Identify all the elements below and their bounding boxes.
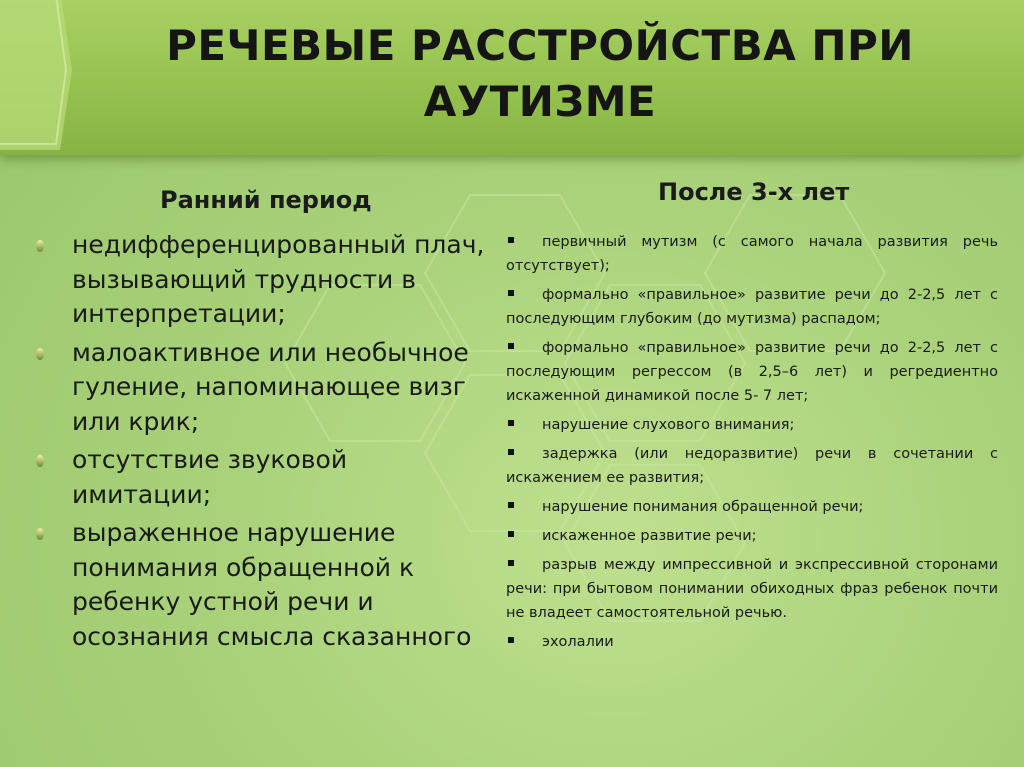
list-item-text: эхолалии bbox=[542, 634, 614, 650]
left-column-heading: Ранний период bbox=[160, 186, 372, 214]
square-bullet-icon bbox=[508, 637, 514, 643]
list-item bbox=[506, 336, 998, 408]
bullet-icon bbox=[36, 528, 44, 540]
list-item bbox=[506, 630, 998, 654]
header-band bbox=[0, 0, 1024, 155]
list-item bbox=[506, 524, 998, 548]
list-item-text: нарушение понимания обращенной речи; bbox=[542, 499, 864, 515]
square-bullet-icon bbox=[508, 531, 514, 537]
hexagon-decoration bbox=[0, 0, 72, 150]
square-bullet-icon bbox=[508, 502, 514, 508]
right-column-heading: После 3-х лет bbox=[658, 178, 850, 206]
list-item bbox=[506, 230, 998, 278]
list-item-text: искаженное развитие речи; bbox=[542, 528, 757, 544]
list-item-text: недифференцированный плач, вызывающий трудности в интерпретации; bbox=[72, 230, 485, 328]
list-item bbox=[30, 516, 490, 654]
square-bullet-icon bbox=[508, 560, 514, 566]
list-item-text: первичный мутизм (с самого начала развития речь отсутствует); bbox=[506, 234, 998, 274]
square-bullet-icon bbox=[508, 343, 514, 349]
list-item-text: формально «правильное» развитие речи до 2-2,5 лет с последующим глубоким (до мутизма) распадом; bbox=[506, 287, 998, 327]
list-item-text: малоактивное или необычное гуление, напоминающее визг или крик; bbox=[72, 337, 469, 436]
bullet-icon bbox=[36, 240, 44, 252]
bullet-icon bbox=[36, 455, 44, 467]
page-title: РЕЧЕВЫЕ РАССТРОЙСТВА ПРИ АУТИЗМЕ bbox=[166, 21, 914, 126]
list-item-text: нарушение слухового внимания; bbox=[542, 417, 795, 433]
list-item bbox=[506, 553, 998, 625]
bullet-icon bbox=[36, 348, 44, 360]
square-bullet-icon bbox=[508, 237, 514, 243]
list-item bbox=[30, 336, 490, 440]
list-item-text: разрыв между импрессивной и экспрессивной сторонами речи: при бытовом понимании обиходных фраз ребенок почти не владеет самостоятельной речью. bbox=[506, 557, 998, 621]
list-item bbox=[506, 283, 998, 331]
list-item bbox=[506, 442, 998, 490]
list-item-text: выраженное нарушение понимания обращенной к ребенку устной речи и осознания смысла сказанного bbox=[72, 518, 472, 651]
square-bullet-icon bbox=[508, 420, 514, 426]
square-bullet-icon bbox=[508, 290, 514, 296]
list-item bbox=[30, 228, 490, 332]
list-item-text: задержка (или недоразвитие) речи в сочетании с искажением ее развития; bbox=[506, 446, 998, 486]
list-item-text: отсутствие звуковой имитации; bbox=[72, 445, 348, 509]
early-period-list bbox=[30, 228, 490, 658]
after-three-years-list bbox=[506, 230, 998, 659]
list-item-text: формально «правильное» развитие речи до 2-2,5 лет с последующим регрессом (в 2,5–6 лет) и регредиентно искаженной динамикой после 5- 7 лет; bbox=[506, 340, 998, 404]
square-bullet-icon bbox=[508, 449, 514, 455]
list-item bbox=[506, 495, 998, 519]
list-item bbox=[506, 413, 998, 437]
list-item bbox=[30, 443, 490, 512]
